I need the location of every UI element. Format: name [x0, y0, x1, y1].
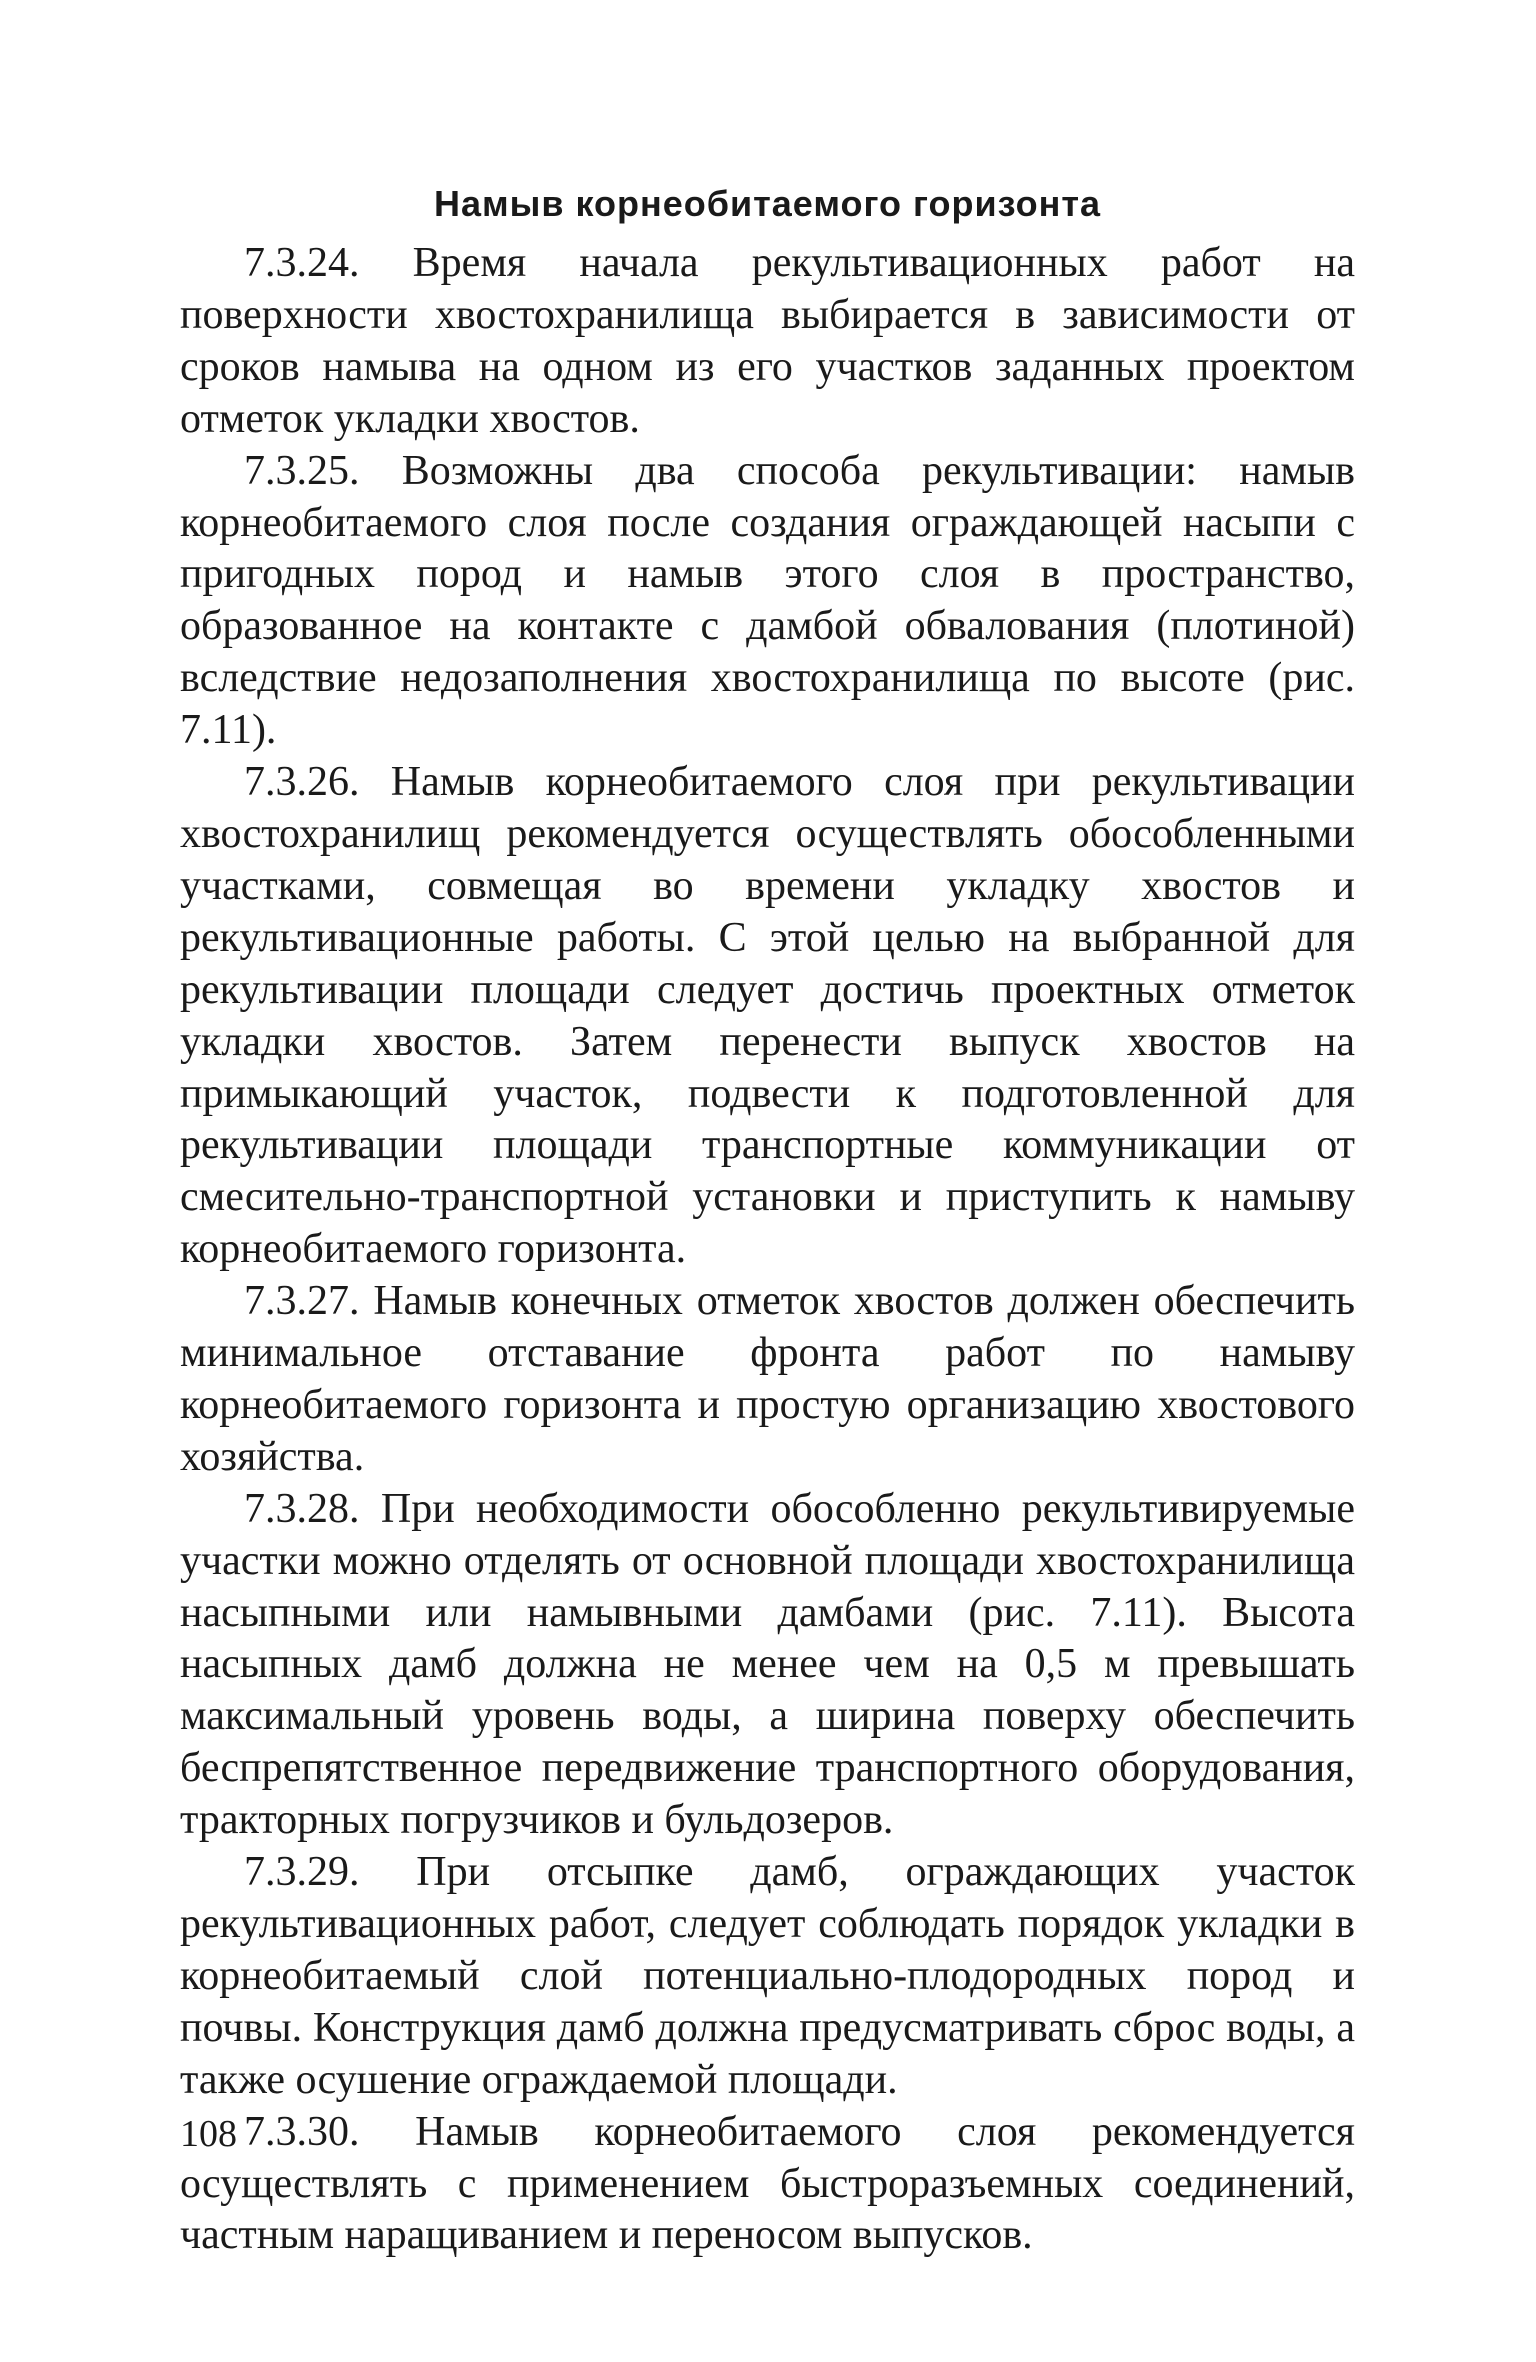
- paragraph-number: 7.3.30.: [244, 2108, 360, 2155]
- paragraph-number: 7.3.26.: [244, 759, 360, 806]
- paragraph-text: При отсыпке дамб, ограждающих участок рекультивационных работ, следует соблюдать порядок укладки в корнеобитаемый слой потенциально-плодородных пород и почвы. Конструкция дамб должна предусматривать сброс воды, а также осушение ограждаемой площади.: [180, 1849, 1356, 2103]
- paragraph-7-3-29: [180, 1847, 1355, 2107]
- paragraph-7-3-28: [180, 1484, 1355, 1847]
- paragraph-text: Намыв корнеобитаемого слоя рекомендуется осуществлять с применением быстроразъемных соединений, частным наращиванием и переносом выпусков.: [180, 2108, 1355, 2259]
- page-number: 108: [180, 2113, 237, 2155]
- paragraph-7-3-25: [180, 446, 1355, 757]
- paragraph-number: 7.3.27.: [244, 1278, 360, 1325]
- paragraph-7-3-27: [180, 1276, 1355, 1484]
- section-title: Намыв корнеобитаемого горизонта: [433, 183, 1102, 224]
- paragraph-7-3-26: [180, 757, 1355, 1276]
- document-page: [180, 180, 1355, 2262]
- paragraph-text: Намыв конечных отметок хвостов должен обеспечить минимальное отставание фронта работ по намыву корнеобитаемого горизонта и простую организацию хвостового хозяйства.: [180, 1278, 1355, 1480]
- paragraph-number: 7.3.28.: [244, 1485, 360, 1532]
- paragraph-text: Время начала рекультивационных работ на поверхности хвостохранилища выбирается в зависимости от сроков намыва на одном из его участков заданных проектом отметок укладки хвостов.: [180, 240, 1355, 442]
- paragraph-number: 7.3.29.: [244, 1849, 360, 1896]
- paragraph-number: 7.3.25.: [244, 447, 360, 494]
- paragraph-7-3-30: [180, 2107, 1355, 2263]
- paragraph-text: При необходимости обособленно рекультивируемые участки можно отделять от основной площади хвостохранилища насыпными или намывными дамбами (рис. 7.11). Высота насыпных дамб должна не менее чем на 0,5 м превышать максимальный уровень воды, а ширина поверху обеспечить беспрепятственное передвижение транспортного оборудования, тракторных погрузчиков и бульдозеров.: [180, 1485, 1355, 1844]
- paragraph-text: Намыв корнеобитаемого слоя при рекультивации хвостохранилищ рекомендуется осуществлять обособленными участками, совмещая во времени укладку хвостов и рекультивационные работы. С этой целью на выбранной для рекультивации площади следует достичь проектных отметок укладки хвостов. Затем перенести выпуск хвостов на примыкающий участок, подвести к подготовленной для рекультивации площади транспортные коммуникации от смесительно-транспортной установки и приступить к намыву корнеобитаемого горизонта.: [180, 759, 1355, 1273]
- paragraph-text: Возможны два способа рекультивации: намыв корнеобитаемого слоя после создания ограждающей насыпи с пригодных пород и намыв этого слоя в пространство, образованное на контакте с дамбой обвалования (плотиной) вследствие недозаполнения хвостохранилища по высоте (рис. 7.11).: [180, 447, 1356, 754]
- paragraph-7-3-24: [180, 238, 1355, 446]
- paragraph-number: 7.3.24.: [244, 240, 360, 286]
